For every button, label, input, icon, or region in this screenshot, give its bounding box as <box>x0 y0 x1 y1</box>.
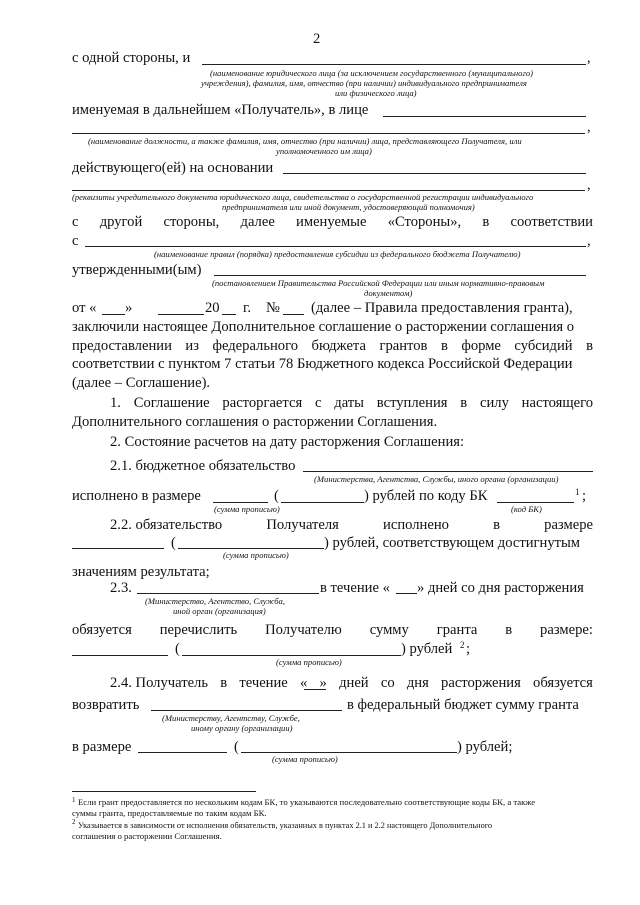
item23-caption-1: (Министерство, Агентство, Служба, <box>145 596 285 606</box>
item23-org-blank <box>137 593 319 594</box>
item23-paren-open: ( <box>175 641 180 657</box>
body-line-2: предоставлении из федерального бюджета грантов в форме субсидий в <box>72 338 593 354</box>
date-from: от « <box>72 300 97 316</box>
item23-fn-mark: 2 <box>460 640 465 650</box>
date-month-blank <box>158 314 204 315</box>
item22-sum-blank <box>72 548 164 549</box>
body-line-3: соответствии с пунктом 7 статьи 78 Бюджетного кодекса Российской Федерации <box>72 356 573 372</box>
item2-text: 2. Состояние расчетов на дату расторжения Соглашения: <box>110 434 465 450</box>
item24-sum-blank <box>138 752 227 753</box>
item21-sum-blank <box>213 502 268 503</box>
date-day-blank <box>102 314 125 315</box>
date-g: г. <box>243 300 251 316</box>
item22-cap-sum: (сумма прописью) <box>223 550 289 560</box>
item23-text-2: » дней со дня расторжения <box>417 580 584 596</box>
footnote-2-line-2: соглашения о расторжении Соглашения. <box>72 831 222 841</box>
item23-num: 2.3. <box>110 580 132 596</box>
date-rest: (далее – Правила предоставления гранта), <box>311 300 573 316</box>
item23-sum-blank <box>72 655 168 656</box>
footnote-2-mark: 2 <box>72 818 76 826</box>
party1-blank <box>202 64 586 65</box>
footnote-2-line-1: Указывается в зависимости от исполнения обязательств, указанных в пунктах 2.1 и 2.2 настоящего Дополнительного <box>78 821 493 830</box>
item21-paren-open: ( <box>274 488 279 504</box>
footnote-1-line-2: суммы гранта, предоставляемые по таким кодам БК. <box>72 808 267 818</box>
item23-line-2: обязуется перечислить Получателю сумму гранта в размере: <box>72 622 593 638</box>
basis-blank-1 <box>283 173 586 174</box>
footnote-1-line-1: Если грант предоставляется по нескольким кодам БК, то указываются последовательно соответствующие коды БК, а также <box>78 797 536 807</box>
item22-line-2-rest: ) рублей, соответствующем достигнутым <box>324 535 581 551</box>
item24-days-blank <box>304 689 326 690</box>
other-side-line: с другой стороны, далее именуемые «Стороны», в соответствии <box>72 214 593 230</box>
item24-amount-label: в размере <box>72 739 132 755</box>
basis-blank-2 <box>72 190 585 191</box>
representative-blank-2 <box>72 133 585 134</box>
representative-caption-2: уполномоченного им лица) <box>276 146 372 156</box>
item22-words-blank <box>178 548 324 549</box>
item24-line-3-rest: ) рублей; <box>457 739 513 755</box>
party1-prefix: с одной стороны, и <box>72 50 191 66</box>
date-number-blank <box>283 314 304 315</box>
basis-text: действующего(ей) на основании <box>72 160 274 176</box>
item21-semicolon: ; <box>582 488 587 504</box>
body-line-4: (далее – Соглашение). <box>72 375 211 391</box>
approved-text: утвержденными(ым) <box>72 262 202 278</box>
representative-end: , <box>587 119 591 135</box>
item21-words-blank <box>281 502 364 503</box>
date-year-blank <box>222 314 236 315</box>
representative-text: именуемая в дальнейшем «Получатель», в лице <box>72 102 369 118</box>
body-line-1: заключили настоящее Дополнительное соглашение о расторжении соглашения о <box>72 319 575 335</box>
other-side-end: , <box>587 233 591 249</box>
item24-budget-text: в федеральный бюджет сумму гранта <box>347 697 579 713</box>
date-year: 20 <box>205 300 220 316</box>
date-close: » <box>125 300 133 316</box>
basis-end: , <box>587 177 591 193</box>
item21-amount-label: исполнено в размере <box>72 488 201 504</box>
item24-org-blank <box>151 710 342 711</box>
party1-end: , <box>587 50 591 66</box>
item23-text-1: в течение « <box>320 580 390 596</box>
item23-caption-2: иной орган (организация) <box>173 606 266 616</box>
item21-bk-label: ) рублей по коду БК <box>364 488 488 504</box>
item23-line-3-rest: ) рублей <box>401 641 453 657</box>
item1-line-1: 1. Соглашение расторгается с даты вступления в силу настоящего <box>110 395 593 411</box>
date-no: № <box>266 300 280 316</box>
other-side-caption: (наименование правил (порядка) предоставления субсидии из федерального бюджета Получателю) <box>154 249 521 259</box>
item24-words-blank <box>241 752 457 753</box>
item21-cap-bk: (код БК) <box>511 504 542 514</box>
item23-days-blank <box>396 593 417 594</box>
footnote-separator <box>72 791 256 792</box>
item22-line-1: 2.2. обязательство Получателя исполнено в размере <box>110 517 593 533</box>
item21-caption: (Министерства, Агентства, Службы, иного органа (организации) <box>314 474 559 484</box>
item24-caption-1: (Министерству, Агентству, Службе, <box>162 713 300 723</box>
item24-paren-open: ( <box>234 739 239 755</box>
item23-cap-sum: (сумма прописью) <box>276 657 342 667</box>
item21-text: 2.1. бюджетное обязательство <box>110 458 296 474</box>
basis-caption-2: предпринимателя или иной документ, удостоверяющий полномочия) <box>222 202 475 212</box>
party1-caption-3: или физического лица) <box>335 88 417 98</box>
item24-caption-2: иному органу (организации) <box>191 723 293 733</box>
footnote-1-mark: 1 <box>72 796 76 804</box>
item21-fn-mark: 1 <box>575 487 580 497</box>
party1-caption-1: (наименование юридического лица (за исключением государственного (муниципального) <box>210 68 533 78</box>
item23-words-blank <box>182 655 401 656</box>
item24-return-label: возвратить <box>72 697 140 713</box>
representative-caption-1: (наименование должности, а также фамилия, имя, отчество (при наличии) лица, представляющего Получателя, или <box>88 136 522 146</box>
item21-cap-sum: (сумма прописью) <box>214 504 280 514</box>
item22-line-3: значениям результата; <box>72 564 210 580</box>
item1-line-2: Дополнительного соглашения о расторжении Соглашения. <box>72 414 438 430</box>
party1-caption-2: учреждения), фамилия, имя, отчество (при наличии) индивидуального предпринимателя <box>201 78 527 88</box>
approved-caption-1: (постановлением Правительства Российской Федерации или иным нормативно-правовым <box>212 278 545 288</box>
representative-blank-1 <box>383 116 586 117</box>
approved-caption-2: документом) <box>364 288 413 298</box>
approved-blank <box>214 275 586 276</box>
item24-cap-sum: (сумма прописью) <box>272 754 338 764</box>
item22-paren-open: ( <box>171 535 176 551</box>
item24-line-1: 2.4. Получатель в течение « » дней со дня расторжения обязуется <box>110 675 593 691</box>
item23-semicolon: ; <box>466 641 471 657</box>
page-number: 2 <box>313 31 321 47</box>
other-side-c: с <box>72 233 79 249</box>
item21-bk-blank <box>497 502 574 503</box>
basis-caption-1: (реквизиты учредительного документа юридического лица, свидетельства о государственной регистрации индивидуального <box>72 192 534 202</box>
item21-org-blank <box>303 471 593 472</box>
other-side-blank <box>85 246 586 247</box>
